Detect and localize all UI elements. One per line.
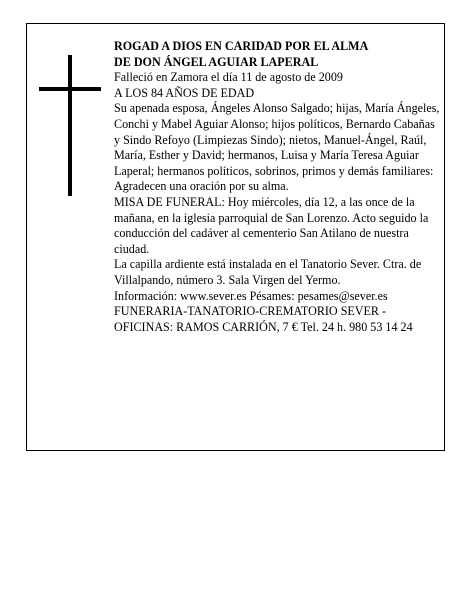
cross-icon-bar xyxy=(39,87,101,91)
cross-icon xyxy=(68,55,72,196)
contact-info: Información: www.sever.es Pésames: pesames@sever.es xyxy=(114,288,388,303)
notice-text xyxy=(114,39,440,335)
heading-line-1: ROGAD A DIOS EN CARIDAD POR EL ALMA xyxy=(114,39,369,53)
obituary-notice xyxy=(26,23,445,451)
prayer-line: Agradecen una oración por su alma. xyxy=(114,179,289,194)
family-paragraph: Su apenada esposa, Ángeles Alonso Salgado; hijas, María Ángeles, Conchi y Mabel Aguiar Alonso; hijos políticos, Bernardo Cabañas y Sindo Refoyo (Limpiezas Sindo); nietos, Manuel-Ángel, Raúl, María, Esther y David; hermanos, Luisa y María Teresa Aguiar Laperal; hermanos políticos, sobrinos, primos y demás familiares: xyxy=(114,101,440,178)
funeral-home-info: FUNERARIA-TANATORIO-CREMATORIO SEVER - OFICINAS: RAMOS CARRIÓN, 7 € Tel. 24 h. 980 53 14 24 xyxy=(114,304,413,334)
heading-line-2: DE DON ÁNGEL AGUIAR LAPERAL xyxy=(114,54,319,69)
death-info: Falleció en Zamora el día 11 de agosto de 2009 xyxy=(114,70,343,85)
chapel-paragraph: La capilla ardiente está instalada en el Tanatorio Sever. Ctra. de Villalpando, número 3. Sala Virgen del Yermo. xyxy=(114,257,422,287)
funeral-mass-paragraph: MISA DE FUNERAL: Hoy miércoles, día 12, a las once de la mañana, en la iglesia parroquial de San Lorenzo. Acto seguido la conducción del cadáver al cementerio San Atilano de nuestra ciudad. xyxy=(114,194,429,256)
age-line: A LOS 84 AÑOS DE EDAD xyxy=(114,85,255,100)
